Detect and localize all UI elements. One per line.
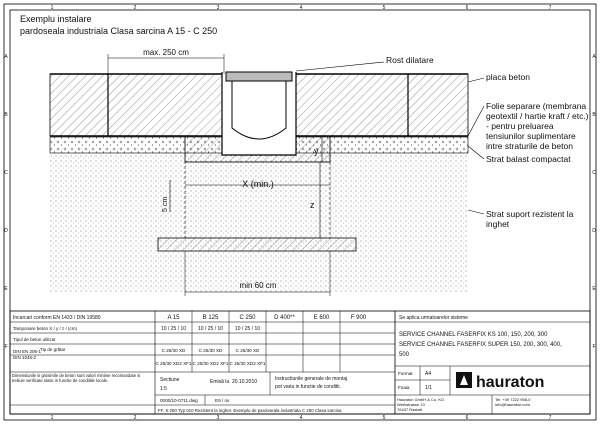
grid-number-top-1: 2 [133,5,137,11]
dim-x: X (min.) [242,179,274,189]
contact-1: Tel. +49 7222 958-0 [495,397,531,402]
bottom-description: FF. S 200 Typ 010 Rezistent la inghet. Exemplu de pardoseala industriala C 250 Clasa sarcina [158,408,342,413]
dim-y: y [314,146,319,156]
load-header: Incarcari conform EN 1433 / DIN 19580 [13,315,101,321]
concrete-b-cell-2: C 25/30 XD2 XF1 [229,361,266,366]
svg-text:Folie separare (membrana: Folie separare (membrana [486,101,587,111]
address-2: Werkstrasse 13 [397,402,425,407]
doc-ref: E9 / ov [215,398,230,403]
sheet-label: Foaia [398,385,410,390]
grid-number-bottom-0: 1 [50,415,54,421]
format-value: A4 [425,371,432,377]
grid-number-bottom-4: 5 [382,415,386,421]
grid-number-bottom-3: 4 [299,415,303,421]
svg-text:intre straturile de beton: intre straturile de beton [486,141,573,151]
notes-left: Dimensiunile si grosimile de beton sunt valori minime recomandate si trebuie verificate static in functie de conditiile locale. [12,373,141,383]
title-line-1: Exemplu instalare [20,14,92,24]
emitted-label: Emisă la [210,379,230,385]
address-1: Hauraton GmbH & Co. KG [397,397,445,402]
system-3: 500 [399,352,410,358]
concrete-b-cell-0: C 25/30 XD2 XF1 [155,361,192,366]
systems-header: Se aplica urmatoarelor sisteme [399,315,468,321]
svg-text:tensiunilor suplimentare: tensiunilor suplimentare [486,131,576,141]
channel-grate [226,72,292,81]
label-rost-dilatare: Rost dilatare [386,55,434,65]
title-line-2: pardoseala industriala Clasa sarcina A 15 - C 250 [20,26,218,36]
label-strat-suport [486,209,574,229]
concrete-a-cell-2: C 25/30 XD [235,348,260,353]
concrete-b-cell-1: C 25/30 XD2 XF1 [192,361,229,366]
hauraton-logo [456,372,544,391]
dim-5cm: 5 cm [162,196,169,212]
channel-invert [232,80,286,139]
label-strat-balast: Strat balast compactat [486,154,571,164]
row-tamponare-label: Tamponare beton X / y / z / (cm) [13,326,78,331]
grid-number-top-6: 7 [548,5,552,11]
system-2: SERVICE CHANNEL FASERFIX SUPER 150, 200, 300, 400, [399,342,562,348]
sectiune-label: Sectiune [160,377,180,383]
grid-number-bottom-2: 3 [216,415,220,421]
label-folie-separare [486,101,589,151]
grid-letter-left-3: D [4,228,8,234]
tamponare-cell-0: 10 / 25 / 10 [160,326,187,332]
concrete-a-cell-0: C 25/30 XD [161,348,186,353]
concrete-a-cell-1: C 25/30 XD [198,348,223,353]
doc-number: 0000/10-0711 dwg [160,398,198,403]
grid-letter-right-1: B [592,112,596,118]
svg-text:- pentru preluarea: - pentru preluarea [486,121,554,131]
load-class-0: A 15 [167,315,180,321]
load-class-1: B 125 [202,315,219,321]
sheet-value: 1/1 [425,385,432,391]
system-1: SERVICE CHANNEL FASERFIX KS 100, 150, 200, 300 [399,332,548,338]
tamponare-cell-1: 10 / 25 / 10 [197,326,224,332]
dim-z: z [310,200,315,210]
grid-letter-left-4: E [4,286,8,292]
instructions-1: Instructiunile generale de montaj [275,376,348,382]
grid-letter-left-5: F [4,344,8,350]
grid-letter-left-2: C [4,170,8,176]
grid-number-top-2: 3 [216,5,220,11]
grid-number-top-4: 5 [382,5,386,11]
load-class-3: D 400** [274,315,295,321]
address-3: 76437 Rastatt [397,407,422,412]
din-label-1: DIN EN 206-1 [13,349,42,354]
emitted-date: 20.10.2010 [232,379,258,385]
load-class-2: C 250 [239,315,256,321]
row-beton-label: Tipul de beton utilizat [13,337,56,342]
load-class-4: E 600 [313,315,330,321]
svg-text:inghet: inghet [486,219,510,229]
instructions-2: pot varia in functie de conditii. [275,384,341,390]
tamponare-cell-2: 10 / 25 / 10 [234,326,261,332]
svg-text:Strat suport rezistent la: Strat suport rezistent la [486,209,574,219]
grid-number-bottom-6: 7 [548,415,552,421]
svg-text:hauraton: hauraton [476,374,545,391]
grid-letter-right-5: F [592,344,596,350]
svg-text:geotextil / hartie kraft / etc: geotextil / hartie kraft / etc.) [486,111,589,121]
foundation-strip [158,238,356,251]
grid-number-top-3: 4 [299,5,303,11]
scale-value: 1:5 [160,386,167,392]
grid-letter-right-0: A [592,54,596,60]
grid-letter-right-4: E [592,286,596,292]
contact-2: info@hauraton.com [495,402,530,407]
label-placa-beton: placa beton [486,72,530,82]
grid-letter-left-0: A [4,54,8,60]
grid-number-bottom-5: 6 [465,415,469,421]
grid-number-bottom-1: 2 [133,415,137,421]
grid-letter-right-3: D [592,228,596,234]
support-layer [50,152,468,292]
dim-min-60: min 60 cm [239,281,277,290]
grid-number-top-0: 1 [50,5,54,11]
format-label: Format [398,371,413,376]
din-label-2: DIN 1045-2 [13,355,37,360]
load-class-5: F 900 [350,315,367,321]
grid-letter-right-2: C [592,170,596,176]
row-grate-label: Tip de grătar [40,347,66,352]
dim-max-250: max. 250 cm [143,48,189,57]
grid-letter-left-1: B [4,112,8,118]
grid-number-top-5: 6 [465,5,469,11]
